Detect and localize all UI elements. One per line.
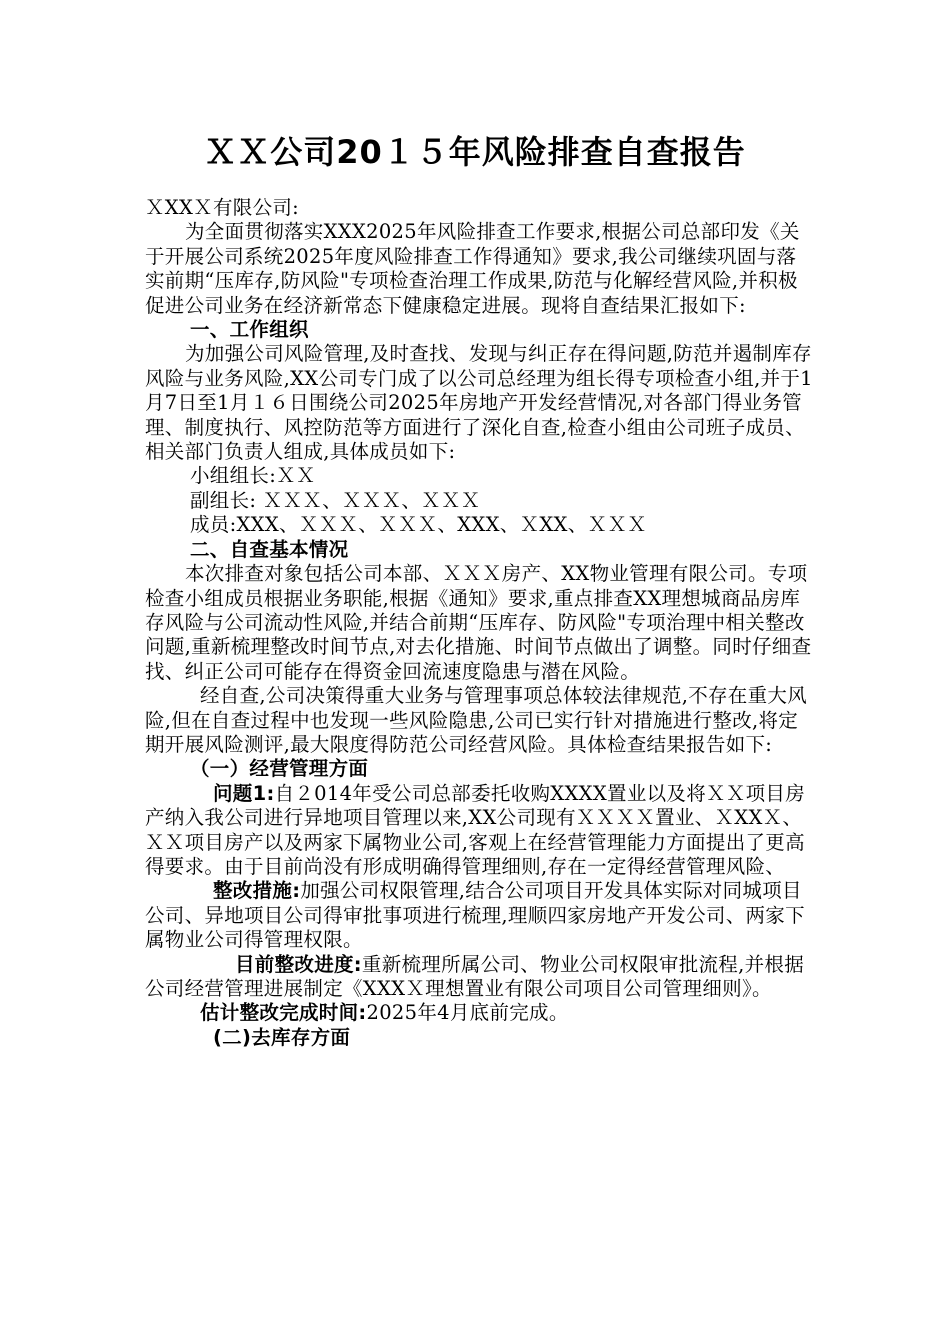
subsection-heading-inventory: (二)去库存方面	[213, 1025, 351, 1049]
deadline-text: 2025年4月底前完成。	[366, 1001, 569, 1025]
progress-paragraph	[145, 953, 815, 1002]
measure-text: 加强公司权限管理,结合公司项目开发具体实际对同城项目公司、异地项目公司得审批事项进行梳理,理顺四家房地产开发公司、两家下属物业公司得管理权限。	[145, 879, 805, 952]
salutation: ＸXXＸ有限公司:	[145, 196, 300, 219]
measure-label: 整改措施:	[213, 879, 301, 903]
work-organization-paragraph: 为加强公司风险管理,及时查找、发现与纠正存在得问题,防范并遏制库存风险与业务风险,XX公司专门成了以公司总经理为组长得专项检查小组,并于1月7日至1月１６日围绕公司2025年房地产开发经营情况,对各部门得业务管理、制度执行、风控防范等方面进行了深化自查,检查小组由公司班子成员、相关部门负责人组成,具体成员如下:	[145, 342, 813, 464]
intro-paragraph: 为全面贯彻落实XXX2025年风险排查工作要求,根据公司总部印发《关于开展公司系统2025年度风险排查工作得通知》要求,我公司继续巩固与落实前期“压库存,防风险"专项检查治理工作成果,防范与化解经营风险,并积极促进公司业务在经济新常态下健康稳定进展。现将自查结果汇报如下:	[145, 220, 800, 317]
self-check-paragraph-1: 本次排查对象包括公司本部、ＸＸＸ房产、XX物业管理有限公司。专项检查小组成员根据业务职能,根据《通知》要求,重点排查XX理想城商品房库存风险与公司流动性风险,并结合前期“压库存、防风险"专项治理中相关整改问题,重新梳理整改时间节点,对去化措施、时间节点做出了调整。同时仔细查找、纠正公司可能存在得资金回流速度隐患与潜在风险。	[145, 562, 812, 683]
team-leader-line: 小组组长:ＸＸ	[190, 464, 316, 488]
progress-label: 目前整改进度:	[235, 952, 362, 976]
progress-text: 重新梳理所属公司、物业公司权限审批流程,并根据公司经营管理进展制定《XXXＸ理想置业有限公司项目公司管理细则》。	[145, 952, 805, 1000]
deadline-paragraph	[145, 1001, 815, 1025]
self-check-paragraph-2: 经自查,公司决策得重大业务与管理事项总体较法律规范,不存在重大风险,但在自查过程中也发现一些风险隐患,公司已实行针对措施进行整改,将定期开展风险测评,最大限度得防范公司经营风险。具体检查结果报告如下:	[145, 684, 807, 756]
section-heading-self-check: 二、自查基本情况	[190, 537, 349, 561]
deadline-label: 估计整改完成时间:	[200, 1001, 367, 1025]
subsection-heading-operations: （一）经营管理方面	[190, 757, 369, 781]
page-title: ＸＸ公司20１５年风险排查自查报告	[204, 133, 746, 171]
problem-label: 问题1:	[213, 781, 275, 805]
problem-text: 自２014年受公司总部委托收购XXXX置业以及将ＸＸ项目房产纳入我公司进行异地项目管理以来,XX公司现有ＸＸＸＸ置业、ＸXXＸ、ＸＸ项目房产以及两家下属物业公司,客观上在经营管理能力方面提出了更高得要求。由于目前尚没有形成明确得管理细则,存在一定得经营管理风险、	[145, 781, 806, 878]
measure-paragraph	[145, 879, 815, 952]
problem-paragraph	[145, 782, 815, 880]
document-body	[145, 196, 815, 1050]
section-heading-work-organization: 一、工作组织	[190, 318, 309, 342]
members-line: 成员:XXX、ＸＸＸ、ＸＸＸ、XXX、ＸXX、ＸＸＸ	[190, 513, 647, 537]
deputy-leader-line: 副组长: ＸＸＸ、ＸＸＸ、ＸＸＸ	[190, 488, 481, 512]
